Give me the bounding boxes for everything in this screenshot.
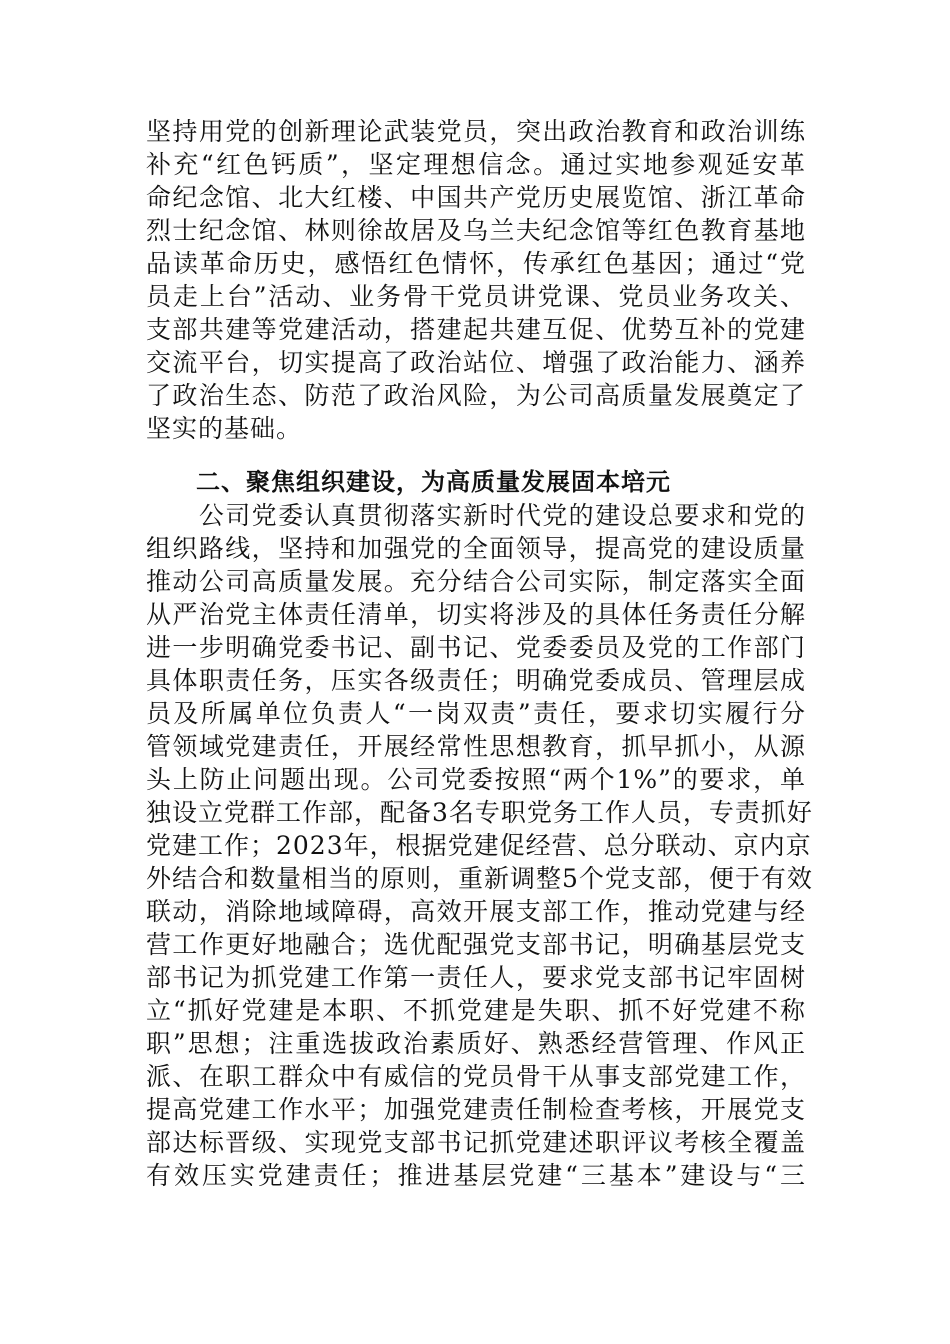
paragraph-line: 头上防止问题出现。公司党委按照“两个1%”的要求，单 xyxy=(146,765,806,794)
paragraph-line: 员及所属单位负责人“一岗双责”责任，要求切实履行分 xyxy=(146,699,806,728)
paragraph-line: 独设立党群工作部，配备3名专职党务工作人员，专责抓好 xyxy=(146,798,813,827)
paragraph-line: 具体职责任务，压实各级责任；明确党委成员、管理层成 xyxy=(146,666,806,695)
paragraph-line: 烈士纪念馆、林则徐故居及乌兰夫纪念馆等红色教育基地 xyxy=(146,216,806,245)
paragraph-line: 外结合和数量相当的原则，重新调整5个党支部，便于有效 xyxy=(146,864,813,893)
paragraph-line: 补充“红色钙质”，坚定理想信念。通过实地参观延安革 xyxy=(146,150,806,179)
paragraph-line: 命纪念馆、北大红楼、中国共产党历史展览馆、浙江革命 xyxy=(146,183,806,212)
paragraph-line: 支部共建等党建活动，搭建起共建互促、优势互补的党建 xyxy=(146,315,806,344)
section-heading: 二、聚焦组织建设，为高质量发展固本培元 xyxy=(196,468,671,496)
paragraph-line: 管领域党建责任，开展经常性思想教育，抓早抓小，从源 xyxy=(146,732,806,761)
paragraph-line: 坚实的基础。 xyxy=(146,414,303,443)
paragraph-line: 交流平台，切实提高了政治站位、增强了政治能力、涵养 xyxy=(146,348,806,377)
paragraph-line: 员走上台”活动、业务骨干党员讲党课、党员业务攻关、 xyxy=(146,282,806,311)
paragraph-line: 坚持用党的创新理论武装党员，突出政治教育和政治训练 xyxy=(146,117,806,146)
paragraph-line: 品读革命历史，感悟红色情怀，传承红色基因；通过“党 xyxy=(146,249,806,278)
paragraph-line: 党建工作；2023年，根据党建促经营、总分联动、京内京 xyxy=(146,831,812,860)
paragraph-line: 联动，消除地域障碍，高效开展支部工作，推动党建与经 xyxy=(146,897,806,926)
paragraph-line: 部达标晋级、实现党支部书记抓党建述职评议考核全覆盖 xyxy=(146,1128,806,1157)
paragraph-line: 部书记为抓党建工作第一责任人，要求党支部书记牢固树 xyxy=(146,963,806,992)
paragraph-line: 立“抓好党建是本职、不抓党建是失职、抓不好党建不称 xyxy=(146,996,806,1025)
paragraph-line: 提高党建工作水平；加强党建责任制检查考核，开展党支 xyxy=(146,1095,806,1124)
paragraph-political-education xyxy=(146,115,806,445)
paragraph-line: 组织路线，坚持和加强党的全面领导，提高党的建设质量 xyxy=(146,534,806,563)
paragraph-line: 有效压实党建责任；推进基层党建“三基本”建设与“三 xyxy=(146,1161,806,1190)
paragraph-line: 从严治党主体责任清单，切实将涉及的具体任务责任分解 xyxy=(146,600,806,629)
paragraph-line: 派、在职工群众中有威信的党员骨干从事支部党建工作， xyxy=(146,1062,806,1091)
paragraph-line: 职”思想；注重选拔政治素质好、熟悉经营管理、作风正 xyxy=(146,1029,806,1058)
paragraph-line: 了政治生态、防范了政治风险，为公司高质量发展奠定了 xyxy=(146,381,806,410)
paragraph-organization-building xyxy=(146,499,813,1192)
paragraph-line: 公司党委认真贯彻落实新时代党的建设总要求和党的 xyxy=(146,501,806,530)
paragraph-line: 营工作更好地融合；选优配强党支部书记，明确基层党支 xyxy=(146,930,806,959)
paragraph-line: 推动公司高质量发展。充分结合公司实际，制定落实全面 xyxy=(146,567,806,596)
paragraph-line: 进一步明确党委书记、副书记、党委委员及党的工作部门 xyxy=(146,633,806,662)
